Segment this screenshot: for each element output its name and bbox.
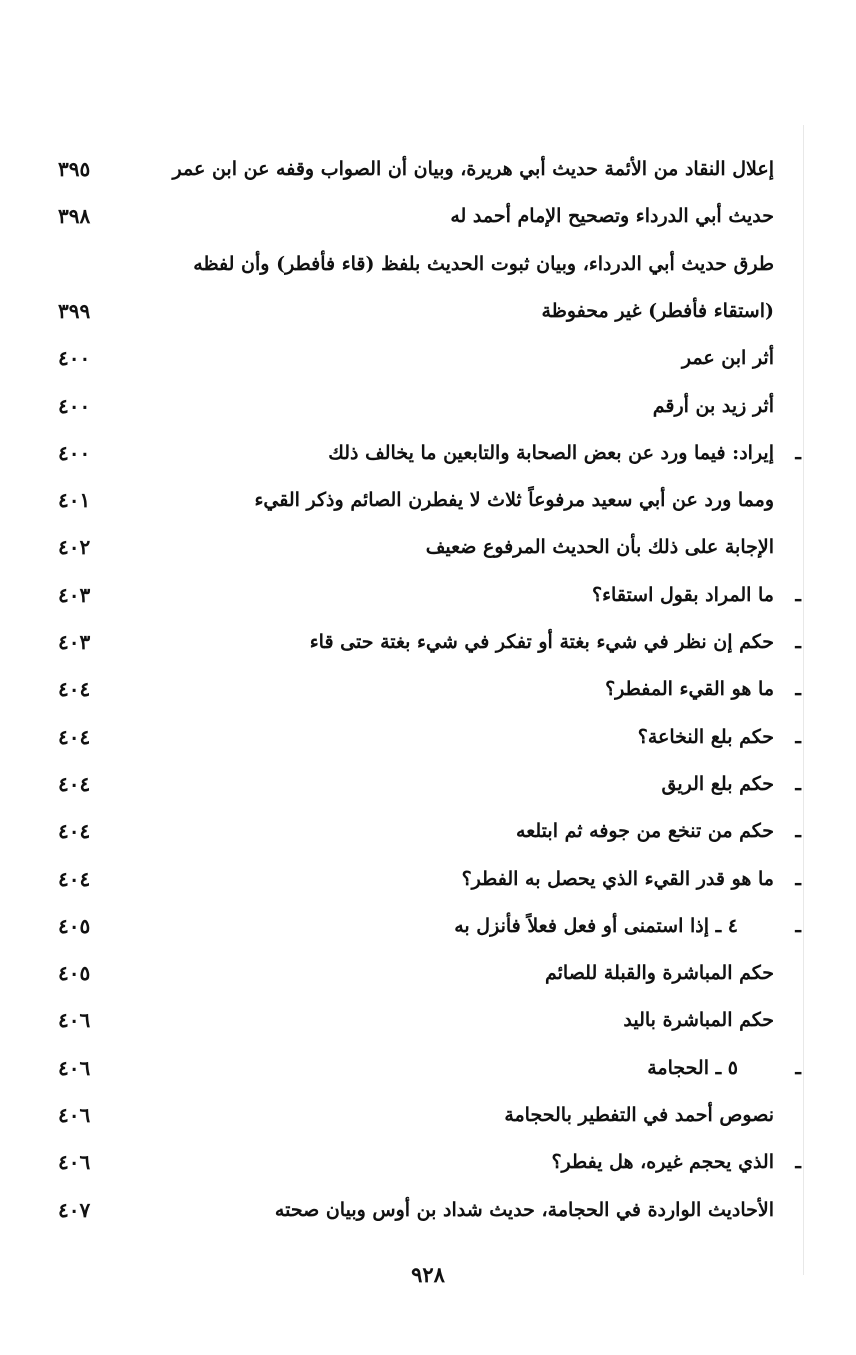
entry-page-number: ٤٠٤ xyxy=(58,819,91,843)
entry-title: إيراد: فيما ورد عن بعض الصحابة والتابعين ما يخالف ذلك xyxy=(328,442,774,464)
entry-page-number: ٤٠١ xyxy=(58,488,91,512)
entry-title: حكم من تنخع من جوفه ثم ابتلعه xyxy=(516,820,774,842)
entry-page-number: ٤٠٣ xyxy=(58,630,91,654)
toc-entry xyxy=(0,906,856,946)
entry-title: إعلال النقاد من الأئمة حديث أبي هريرة، وبيان أن الصواب وقفه عن ابن عمر xyxy=(172,158,774,180)
toc-entry xyxy=(0,338,856,378)
entry-dash-marker: ـ xyxy=(795,442,801,464)
entry-dash-marker: ـ xyxy=(795,820,801,842)
toc-entry xyxy=(0,291,856,331)
entry-page-number: ٤٠٦ xyxy=(58,1150,91,1174)
entry-title: حكم المباشرة باليد xyxy=(623,1009,774,1031)
toc-entry xyxy=(0,1000,856,1040)
entry-page-number: ٤٠٦ xyxy=(58,1008,91,1032)
entry-title: ٥ ـ الحجامة xyxy=(647,1057,738,1079)
entry-page-number: ٣٩٨ xyxy=(58,204,91,228)
entry-title: حكم بلع النخاعة؟ xyxy=(637,726,774,748)
entry-title: الأحاديث الواردة في الحجامة، حديث شداد بن أوس وبيان صحته xyxy=(274,1199,774,1221)
entry-dash-marker: ـ xyxy=(795,678,801,700)
toc-entry xyxy=(0,244,856,284)
entry-title: أثر ابن عمر xyxy=(681,347,774,369)
entry-title: (استقاء فأفطر) غير محفوظة xyxy=(541,300,774,322)
entry-dash-marker: ـ xyxy=(795,1057,801,1079)
toc-entry xyxy=(0,859,856,899)
entry-title: الذي يحجم غيره، هل يفطر؟ xyxy=(551,1151,774,1173)
entry-page-number: ٤٠٠ xyxy=(58,441,91,465)
entry-title: ٤ ـ إذا استمنى أو فعل فعلاً فأنزل به xyxy=(454,915,738,937)
entry-page-number: ٣٩٥ xyxy=(58,157,91,181)
toc-entry xyxy=(0,811,856,851)
entry-page-number: ٤٠٥ xyxy=(58,914,91,938)
entry-title: حديث أبي الدرداء وتصحيح الإمام أحمد له xyxy=(450,205,774,227)
page-number: ٩٢٨ xyxy=(411,1262,445,1287)
entry-dash-marker: ـ xyxy=(795,773,801,795)
entry-page-number: ٣٩٩ xyxy=(58,299,91,323)
entry-title: ما هو قدر القيء الذي يحصل به الفطر؟ xyxy=(461,868,774,890)
entry-title: طرق حديث أبي الدرداء، وبيان ثبوت الحديث بلفظ (قاء فأفطر) وأن لفظه xyxy=(193,253,774,275)
toc-entry xyxy=(0,386,856,426)
entry-page-number: ٤٠٣ xyxy=(58,583,91,607)
entry-title: ومما ورد عن أبي سعيد مرفوعاً ثلاث لا يفطرن الصائم وذكر القيء xyxy=(254,489,774,511)
toc-entry xyxy=(0,527,856,567)
toc-entry xyxy=(0,953,856,993)
toc-entry xyxy=(0,622,856,662)
entry-page-number: ٤٠٧ xyxy=(58,1198,91,1222)
toc-entry xyxy=(0,575,856,615)
entry-page-number: ٤٠٤ xyxy=(58,725,91,749)
entry-title: ما هو القيء المفطر؟ xyxy=(605,678,774,700)
entry-page-number: ٤٠٤ xyxy=(58,677,91,701)
entry-page-number: ٤٠٢ xyxy=(58,535,91,559)
toc-entry xyxy=(0,1095,856,1135)
toc-entry xyxy=(0,1190,856,1230)
toc-entry xyxy=(0,669,856,709)
entry-page-number: ٤٠٠ xyxy=(58,394,91,418)
toc-entry xyxy=(0,433,856,473)
entry-title: حكم إن نظر في شيء بغتة أو تفكر في شيء بغتة حتى قاء xyxy=(309,631,774,653)
entry-page-number: ٤٠٠ xyxy=(58,346,91,370)
entry-page-number: ٤٠٦ xyxy=(58,1103,91,1127)
entry-title: أثر زيد بن أرقم xyxy=(652,395,774,417)
entry-dash-marker: ـ xyxy=(795,584,801,606)
entry-page-number: ٤٠٤ xyxy=(58,867,91,891)
toc-entry xyxy=(0,1048,856,1088)
toc-entry xyxy=(0,764,856,804)
entry-title: حكم المباشرة والقبلة للصائم xyxy=(544,962,774,984)
entry-page-number: ٤٠٤ xyxy=(58,772,91,796)
entry-page-number: ٤٠٦ xyxy=(58,1056,91,1080)
entry-dash-marker: ـ xyxy=(795,631,801,653)
entry-dash-marker: ـ xyxy=(795,726,801,748)
entry-dash-marker: ـ xyxy=(795,868,801,890)
toc-entry xyxy=(0,1142,856,1182)
entry-title: الإجابة على ذلك بأن الحديث المرفوع ضعيف xyxy=(425,536,774,558)
entry-dash-marker: ـ xyxy=(795,1151,801,1173)
toc-entry xyxy=(0,480,856,520)
entry-title: نصوص أحمد في التفطير بالحجامة xyxy=(504,1104,774,1126)
toc-entry xyxy=(0,717,856,757)
entry-title: ما المراد بقول استقاء؟ xyxy=(592,584,774,606)
entry-page-number: ٤٠٥ xyxy=(58,961,91,985)
toc-entry xyxy=(0,196,856,236)
entry-dash-marker: ـ xyxy=(795,915,801,937)
toc-entry xyxy=(0,149,856,189)
entry-title: حكم بلع الريق xyxy=(661,773,774,795)
